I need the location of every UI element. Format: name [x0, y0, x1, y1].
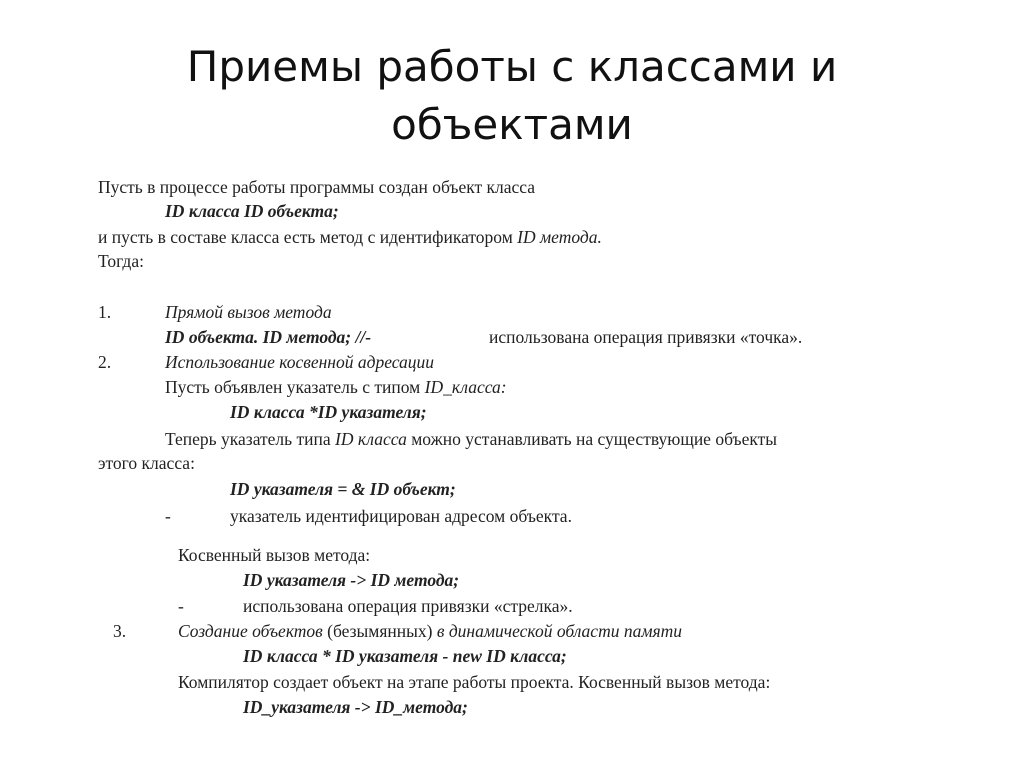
- dash-note-1: указатель идентифицирован адресом объекта.: [230, 506, 572, 526]
- dash-note-2: использована операция привязки «стрелка».: [243, 596, 573, 616]
- then-line: Тогда:: [98, 251, 144, 271]
- item1-heading: Прямой вызов метода: [165, 302, 332, 322]
- now-line-text-b: можно устанавливать на существующие объекты: [411, 429, 778, 449]
- now-line-continued: этого класса:: [98, 453, 195, 473]
- title-line-2: объектами: [391, 100, 633, 149]
- pointer-line-type: ID_класса:: [424, 377, 507, 397]
- now-line-text-a: Теперь указатель типа: [165, 429, 331, 449]
- pointer-line: [165, 376, 507, 398]
- item2-heading: Использование косвенной адресации: [165, 352, 435, 372]
- compiler-line: Компилятор создает объект на этапе работы проекта. Косвенный вызов метода:: [178, 672, 771, 692]
- item1-note: использована операция привязки «точка».: [489, 327, 803, 347]
- arrow-call-code: ID указателя -> ID метода;: [243, 570, 460, 590]
- now-line: [165, 428, 777, 450]
- pointer-declaration: ID класса *ID указателя;: [230, 402, 427, 422]
- item3-number: 3.: [113, 621, 127, 641]
- new-declaration-code: ID класса * ID указателя - new ID класса;: [243, 646, 567, 666]
- intro-line: Пусть в процессе работы программы создан объект класса: [98, 177, 536, 197]
- pointer-line-text: Пусть объявлен указатель с типом: [165, 377, 421, 397]
- dash-marker-1: -: [165, 506, 171, 526]
- dash-marker-2: -: [178, 596, 184, 616]
- object-declaration: ID класса ID объекта;: [165, 201, 339, 221]
- item1-code: ID объекта. ID метода; //-: [165, 327, 372, 347]
- slide-title: [0, 38, 1024, 154]
- item1-number: 1.: [98, 302, 112, 322]
- method-line-id: ID метода.: [517, 227, 602, 247]
- item2-number: 2.: [98, 352, 112, 372]
- item3-heading-c: в динамической области памяти: [436, 621, 683, 641]
- method-line: [98, 226, 602, 248]
- item3-heading: [178, 620, 682, 642]
- now-line-type: ID класса: [335, 429, 407, 449]
- item3-heading-b: (безымянных): [327, 621, 433, 641]
- title-line-1: Приемы работы с классами и: [186, 42, 838, 91]
- assignment-code: ID указателя = & ID объект;: [230, 479, 456, 499]
- final-code: ID_указателя -> ID_метода;: [243, 697, 468, 717]
- item3-heading-a: Создание объектов: [178, 621, 323, 641]
- indirect-call-line: Косвенный вызов метода:: [178, 545, 371, 565]
- method-line-text: и пусть в составе класса есть метод с идентификатором: [98, 227, 513, 247]
